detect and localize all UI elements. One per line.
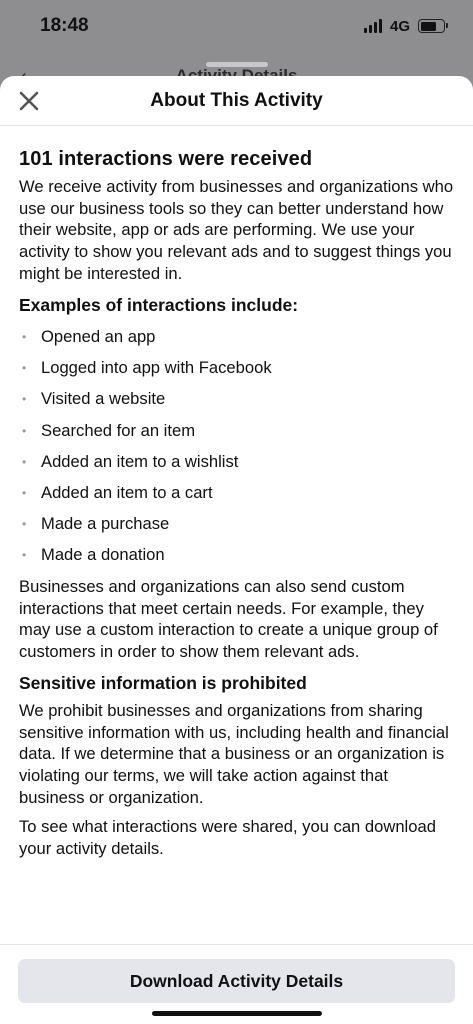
network-type: 4G (389, 17, 410, 35)
list-item (19, 509, 454, 540)
sheet-title: About This Activity (150, 89, 323, 111)
sheet-footer (0, 944, 473, 1024)
bullet-icon: • (22, 486, 27, 501)
sensitive-heading: Sensitive information is prohibited (19, 672, 307, 693)
sheet-content (0, 126, 473, 860)
sheet-header (0, 76, 473, 126)
close-button[interactable] (10, 81, 48, 121)
download-info-text: To see what interactions were shared, you can download your activity details. (19, 817, 436, 859)
list-item (19, 322, 454, 353)
intro-text: We receive activity from businesses and organizations who use our business tools so they can better understand how their website, app or ads are performing. We use your activity to show you relevant ads and to suggest things you might be interested in. (19, 177, 454, 283)
bullet-icon: • (22, 454, 27, 469)
example-label: Logged into app with Facebook (41, 358, 272, 378)
bullet-icon: • (22, 361, 27, 376)
list-item (19, 353, 454, 384)
example-label: Searched for an item (41, 420, 196, 440)
example-label: Made a purchase (41, 514, 170, 534)
bullet-icon: • (22, 392, 27, 407)
signal-icon (364, 19, 382, 33)
status-indicators (364, 18, 445, 35)
list-item (19, 415, 454, 446)
close-icon (19, 91, 39, 111)
bullet-icon: • (22, 330, 27, 345)
bullet-icon: • (22, 548, 27, 563)
example-label: Added an item to a wishlist (41, 451, 239, 471)
bullet-icon: • (22, 423, 27, 438)
battery-icon (418, 19, 445, 33)
custom-interactions-text: Businesses and organizations can also send custom interactions that meet certain needs. For example, they may use a custom interaction to create a unique group of customers in order to show them relevant ads. (19, 577, 438, 662)
background-title (0, 66, 473, 76)
examples-heading: Examples of interactions include: (19, 294, 299, 315)
download-activity-button[interactable]: Download Activity Details (18, 959, 455, 1003)
examples-list (19, 322, 454, 572)
example-label: Visited a website (41, 389, 166, 409)
status-bar (0, 0, 473, 52)
list-item (19, 477, 454, 508)
bullet-icon: • (22, 517, 27, 532)
home-indicator (152, 1011, 322, 1016)
sensitive-text: We prohibit businesses and organizations from sharing sensitive information with us, including health and financial data. If we determine that a business or an organization is violating our terms, we will take action against that business or organization. (19, 700, 449, 807)
example-label: Made a donation (41, 545, 165, 565)
example-label: Added an item to a cart (41, 483, 213, 503)
list-item (19, 540, 454, 571)
about-activity-sheet (0, 76, 473, 1024)
status-time: 18:48 (40, 15, 89, 36)
list-item (19, 446, 454, 477)
list-item (19, 384, 454, 415)
example-label: Opened an app (41, 327, 156, 347)
interactions-heading: 101 interactions were received (19, 148, 313, 170)
